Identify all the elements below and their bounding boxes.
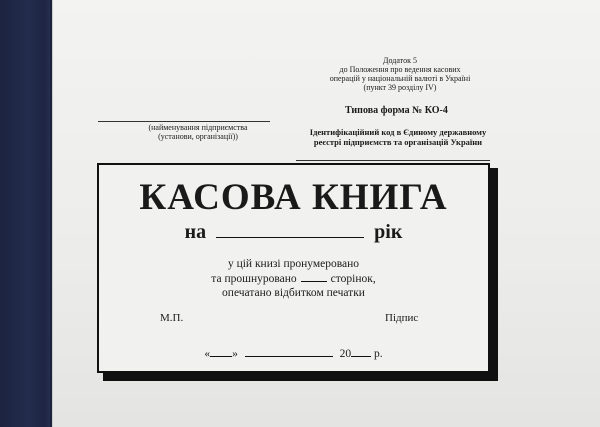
organization-caption-line-2: (установи, організації))	[158, 132, 238, 141]
signature-label: Підпис	[385, 312, 419, 324]
date-century: 20	[339, 348, 352, 360]
note-line-2-prefix: та прошнуровано	[211, 272, 297, 285]
year-prefix: на	[184, 221, 207, 243]
date-row	[97, 347, 490, 360]
organization-name-line	[98, 121, 270, 122]
year-blank-line	[216, 221, 364, 238]
date-open-quote: «	[204, 348, 211, 360]
date-suffix: р.	[374, 348, 383, 360]
year-suffix: рік	[374, 221, 403, 243]
note-line-1: у цій книзі пронумеровано	[227, 258, 360, 270]
appendix-line-3: операцій у національній валюті в Україні	[329, 74, 471, 83]
organization-caption	[98, 123, 298, 141]
book-spine	[0, 0, 52, 427]
note-line-3: опечатано відбитком печатки	[222, 287, 365, 299]
organization-caption-line-1: (найменування підприємства	[148, 123, 248, 132]
identification-code-line	[296, 160, 490, 161]
book-title: КАСОВА КНИГА	[139, 177, 448, 218]
day-blank	[210, 347, 232, 357]
page-count-blank	[301, 272, 327, 282]
year-digits-blank	[351, 347, 371, 357]
note-line-2	[97, 272, 490, 287]
appendix-line-1: Додаток 5	[383, 56, 417, 65]
identification-line-1: Ідентифікаційний код в Єдиному державному	[309, 127, 487, 137]
note-line-2-suffix: сторінок,	[330, 272, 376, 285]
date-close-quote: »	[232, 348, 238, 360]
identification-line-2: реєстрі підприємств та організацій України	[313, 137, 483, 147]
appendix-line-2: до Положення про ведення касових	[339, 65, 461, 74]
appendix-line-4: (пункт 39 розділу IV)	[363, 83, 437, 92]
stamp-label: М.П.	[160, 312, 184, 324]
identification-code-label	[298, 127, 498, 147]
month-blank	[245, 347, 333, 357]
year-row	[97, 221, 490, 244]
appendix-reference	[300, 56, 500, 92]
form-type-title: Типова форма № КО-4	[345, 105, 448, 116]
pagination-note	[97, 257, 490, 301]
